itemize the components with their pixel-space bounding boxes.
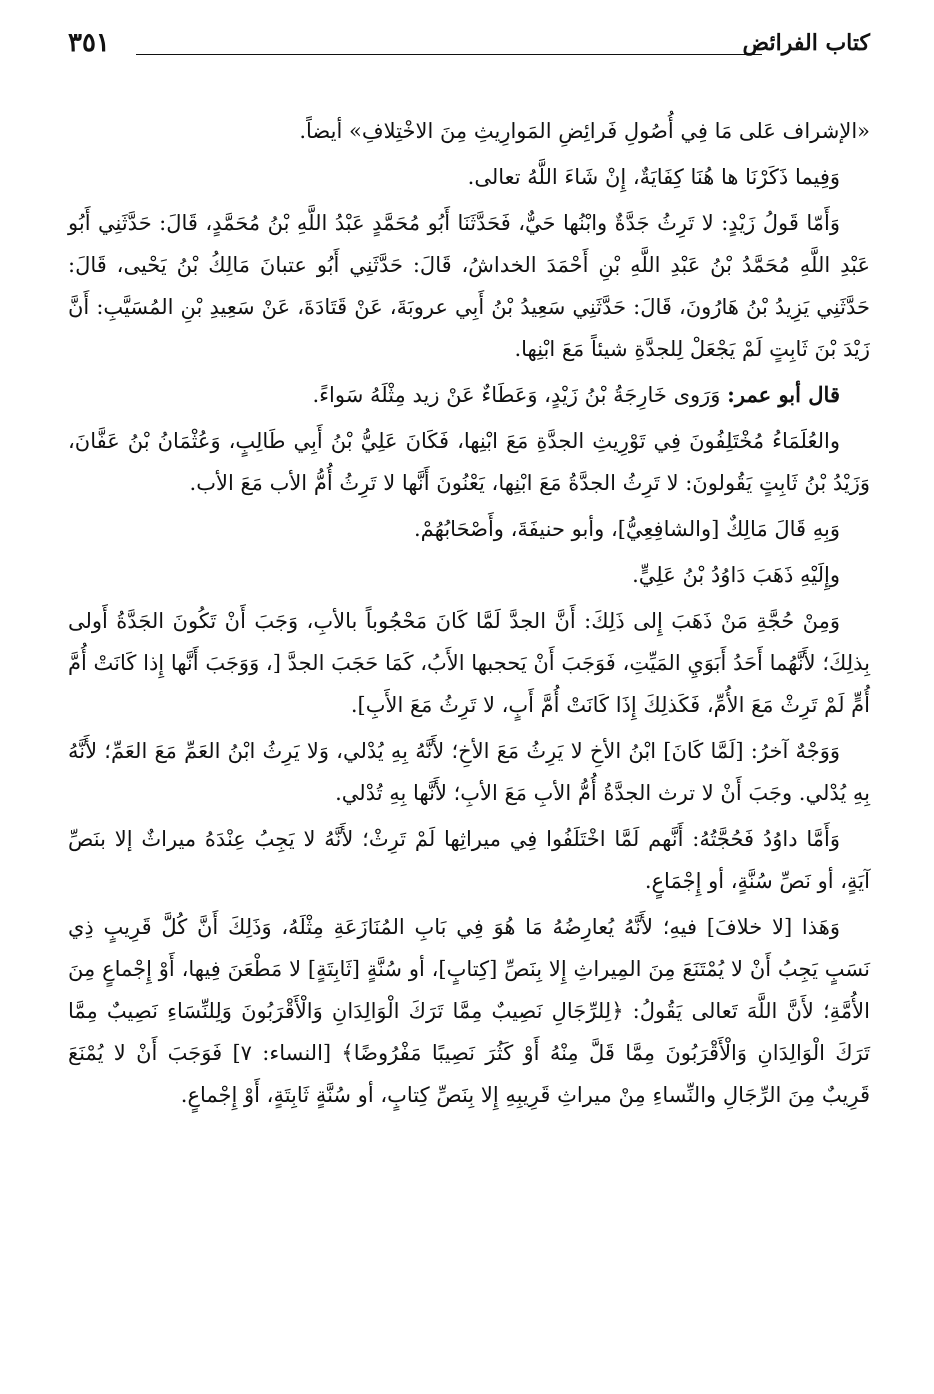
paragraph-text: وإِلَيْهِ ذَهَبَ دَاوُدُ بْنُ عَلِيٍّ. xyxy=(632,563,840,587)
book-page xyxy=(68,28,870,1368)
paragraph-text: «الإشراف عَلى مَا فِي أُصُولِ فَرائِضِ المَوارِيثِ مِنَ الاخْتِلافِ» أيضاً. xyxy=(299,119,870,143)
paragraph xyxy=(68,374,870,416)
paragraph xyxy=(68,600,870,726)
paragraph xyxy=(68,110,870,152)
paragraph xyxy=(68,818,870,902)
paragraph xyxy=(68,202,870,370)
paragraph-text: وَهَذا [لا خلافَ] فيهِ؛ لأَنَّهُ يُعارِضُهُ مَا هُوَ فِي بَابِ المُنَازَعَةِ مِثْلَهُ، وَذَلِكَ أَنَّ كُلَّ قَرِيبٍ ذِي نَسَبٍ يَجِبُ أَنْ لا يُمْتَنَعَ مِنَ المِيراثِ إِلا بِنَصِّ [كِتابٍ]، أو سُنَّةٍ [ثَابِتَةٍ] لا مَطْعَنَ فِيها، أَوْ إِجْماعٍ مِنَ الأُمَّةِ؛ لأَنَّ اللَّهَ تَعالى يَقُولُ: ﴿لِلرِّجَالِ نَصِيبٌ مِمَّا تَرَكَ الْوَالِدَانِ وَالْأَقْرَبُونَ وَلِلنِّسَاءِ نَصِيبٌ مِمَّا تَرَكَ الْوَالِدَانِ وَالْأَقْرَبُونَ مِمَّا قَلَّ مِنْهُ أَوْ كَثُرَ نَصِيبًا مَفْرُوضًا﴾ [النساء: ٧] فَوَجَبَ أَنْ لا يُمْنَعَ قَرِيبٌ مِنَ الرِّجَالِ والنِّساءِ مِنْ ميراثِ قَرِيبِهِ إِلا بِنَصِّ كِتابٍ، أو سُنَّةٍ ثَابِتَةٍ، أَوْ إِجْماعٍ. xyxy=(68,915,870,1107)
paragraph xyxy=(68,730,870,814)
header-rule xyxy=(136,54,762,55)
paragraph xyxy=(68,420,870,504)
paragraph-text: وَفِيما ذَكَرْنَا ها هُنَا كِفَايَةٌ، إِنْ شَاءَ اللَّهُ تعالى. xyxy=(467,165,840,189)
paragraph-text: وَرَوى خَارِجَةُ بْنُ زَيْدٍ، وَعَطَاءٌ عَنْ زيد مِثْلَهُ سَواءً. xyxy=(312,383,721,407)
page-number: ٣٥١ xyxy=(68,28,110,58)
paragraph-text: وَوَجْهٌ آخرُ: [لَمَّا كَانَ] ابْنُ الأخِ لا يَرِثُ مَعَ الأخِ؛ لأَنَّهُ بِهِ يُدْلي، وَلا يَرِثُ ابْنُ العَمِّ مَعَ العَمِّ؛ لأَنَّهُ بِهِ يُدْلي. وجَبَ أَنْ لا ترث الجدَّةُ أُمُّ الأبِ مَعَ الأبِ؛ لأَنَّها بِهِ تُدْلي. xyxy=(68,739,870,805)
body-text xyxy=(68,110,870,1116)
paragraph xyxy=(68,554,870,596)
paragraph-text: والعُلَمَاءُ مُخْتَلِفُونَ فِي تَوْرِيثِ الجدَّةِ مَعَ ابْنِها، فَكَانَ عَلِيُّ بْنُ أَبِي طَالِبٍ، وَعُثْمَانُ بْنُ عَفَّانَ، وَزَيْدُ بْنُ ثَابِتٍ يَقُولونَ: لا تَرِثُ الجدَّةُ مَعَ ابْنِها، يَعْنُونَ أَنَّها لا تَرِثُ أُمُّ الأب مَعَ الأب. xyxy=(68,429,870,495)
book-title: كتاب الفرائض xyxy=(742,30,870,56)
paragraph xyxy=(68,156,870,198)
paragraph-text: وَأَمّا قَولُ زَيْدٍ: لا تَرِثُ جَدَّةٌ وابْنُها حَيٌّ، فَحَدَّثَنَا أَبُو مُحَمَّدٍ عَبْدُ اللَّهِ بْنُ مُحَمَّدٍ، قَالَ: حَدَّثَنِي أَبُو عَبْدِ اللَّهِ مُحَمَّدُ بْنُ عَبْدِ اللَّهِ بْنِ أَحْمَدَ الخداشُ، قَالَ: حَدَّثَنِي أَبُو عتبانَ مَالِكُ بْنُ يَحْيى، قَالَ: حَدَّثَنِي يَزِيدُ بْنُ هَارُونَ، قَالَ: حَدَّثَنِي سَعِيدُ بْنُ أَبِي عروبَةَ، عَنْ قَتَادَةَ، عَنْ سَعِيدِ بْنِ المُسَيَّبِ: أَنَّ زَيْدَ بْنَ ثَابِتٍ لَمْ يَجْعَلْ لِلجدَّةِ شيئاً مَعَ ابْنِها. xyxy=(68,211,870,361)
paragraph xyxy=(68,906,870,1116)
paragraph-text: وَأَمَّا داوُدُ فَحُجَّتُهُ: أَنَّهم لَمَّا اخْتَلَفُوا فِي ميراثِها لَمْ تَرِثْ؛ لأَنَّهُ لا يَجِبُ عِنْدَهُ ميراثٌ إلا بنَصِّ آيَةٍ، أو نَصِّ سُنَّةٍ، أو إِجْمَاعٍ. xyxy=(68,827,870,893)
paragraph-text: وَمِنْ حُجَّةِ مَنْ ذَهَبَ إِلى ذَلِكَ: أَنَّ الجدَّ لَمَّا كَانَ مَحْجُوباً بالأبِ، وَجَبَ أَنْ تَكُونَ الجَدَّةُ أَولى بِذلِكَ؛ لأَنَّهُما أَحَدُ أَبَوَيِ المَيِّتِ، فَوَجَبَ أَنْ يَحجبها الأَبُ، كَمَا حَجَبَ الجدَّ [، وَوَجَبَ أَنَّها إِذا كَانَتْ أُمَّ أُمٍّ لَمْ تَرِثْ مَعَ الأُمِّ، فَكَذلِكَ إِذَا كَانَتْ أُمَّ أَبٍ، لا تَرِثُ مَعَ الأَبِ]. xyxy=(68,609,870,717)
speaker-label: قال أبو عمر: xyxy=(727,382,840,407)
paragraph xyxy=(68,508,870,550)
running-head xyxy=(68,28,870,68)
paragraph-text: وَبِهِ قَالَ مَالِكٌ [والشافِعِيُّ]، وأبو حنيفَةَ، وأَصْحَابُهُمْ. xyxy=(414,517,840,541)
